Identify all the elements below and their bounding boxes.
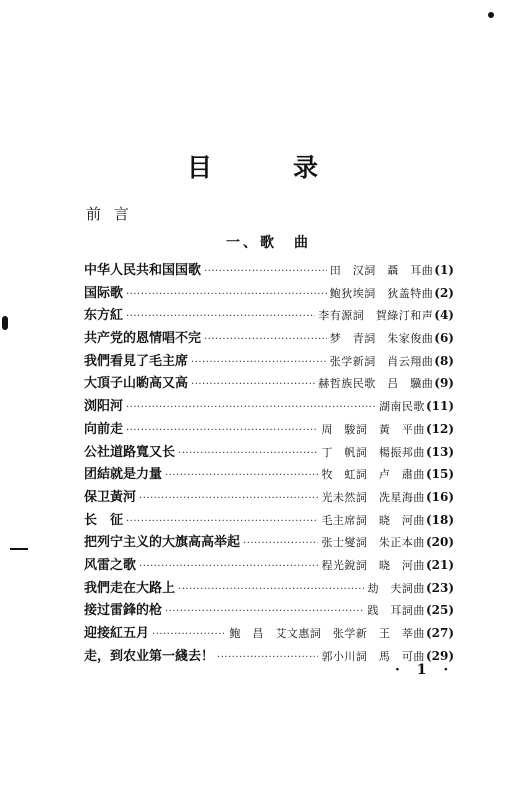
- toc-leader-dots: [126, 311, 315, 322]
- toc-entry: [84, 418, 454, 441]
- toc-entry-page: (11): [425, 399, 454, 414]
- toc-entry-credit: 践 耳詞曲: [367, 604, 425, 618]
- toc-entry-page: (27): [425, 626, 454, 640]
- toc-entry-title: 大頂子山喲高又高: [84, 376, 189, 392]
- toc-entry-credit: 毛主席詞 晓 河曲: [321, 513, 425, 527]
- toc-entry: [84, 509, 454, 532]
- toc-entry-credit: 鲍 昌 艾文惠詞 张学新 王 莘曲: [229, 627, 425, 640]
- toc-entry-title: 迎接紅五月: [84, 626, 150, 641]
- toc-entry-page: (9): [434, 376, 454, 391]
- toc-entry: [84, 350, 454, 373]
- scan-mark: [2, 316, 8, 330]
- toc-entry-page: (2): [434, 285, 454, 300]
- toc-entry: [84, 395, 454, 418]
- toc-entry-page: (1): [434, 263, 454, 277]
- toc-leader-dots: [126, 402, 376, 413]
- toc-entry-credit: 赫哲族民歌 吕 驥曲: [318, 377, 434, 391]
- toc-entry-page: (15): [425, 467, 454, 482]
- toc-leader-dots: [243, 538, 318, 549]
- toc-leader-dots: [191, 379, 315, 390]
- scan-mark: [488, 12, 494, 18]
- toc-leader-dots: [191, 357, 327, 368]
- toc-leader-dots: [126, 516, 318, 527]
- toc-entry-page: (20): [425, 535, 454, 550]
- toc-entry-title: 走，到农业第一綫去！: [84, 648, 215, 664]
- toc-leader-dots: [217, 652, 318, 663]
- toc-entry-title: 浏阳河: [84, 399, 124, 415]
- toc-leader-dots: [126, 425, 318, 436]
- toc-leader-dots: [178, 584, 364, 595]
- toc-entry: [84, 554, 454, 577]
- toc-entry-credit: 张士燮詞 朱正本曲: [321, 536, 425, 550]
- toc-leader-dots: [139, 561, 318, 572]
- toc-entry-page: (23): [425, 580, 454, 595]
- toc-entry-page: (16): [425, 489, 454, 504]
- toc-entry-title: 国际歌: [84, 285, 124, 301]
- scan-mark: [10, 548, 28, 550]
- toc-entry: [84, 282, 454, 305]
- toc-entry-credit: 牧 虹詞 卢 肅曲: [321, 468, 425, 482]
- page-number: · 1 ·: [395, 662, 455, 678]
- toc-entry: [84, 441, 454, 464]
- toc-leader-dots: [152, 629, 226, 640]
- toc-entry-page: (12): [425, 421, 454, 436]
- toc-list: [84, 259, 454, 667]
- toc-entry: [84, 531, 454, 554]
- toc-entry: [84, 622, 454, 645]
- toc-entry-title: 我們走在大路上: [84, 580, 176, 596]
- page-title: 目 录: [186, 153, 346, 182]
- toc-entry-title: 长 征: [84, 512, 124, 528]
- toc-entry-title: 把列宁主义的大旗高高举起: [84, 535, 241, 551]
- toc-entry-credit: 郭小川詞 馬 可曲: [321, 649, 425, 663]
- toc-entry-page: (4): [434, 308, 454, 323]
- toc-entry-credit: 李有源詞 賀綠汀和声: [318, 309, 434, 323]
- toc-entry-credit: 程光銳詞 晓 河曲: [321, 558, 425, 572]
- section-heading: 一、歌 曲: [226, 235, 311, 251]
- toc-entry-page: (6): [434, 331, 454, 346]
- toc-leader-dots: [139, 493, 318, 504]
- toc-entry-page: (21): [425, 557, 454, 572]
- toc-entry: [84, 259, 454, 282]
- toc-entry-credit: 周 駿詞 黃 平曲: [321, 422, 425, 436]
- toc-entry-credit: 鲍狄埃詞 狄盖特曲: [329, 286, 434, 300]
- toc-entry-title: 向前走: [84, 421, 124, 437]
- toc-entry-title: 我們看見了毛主席: [84, 353, 189, 369]
- toc-entry-credit: 劫 夫詞曲: [367, 581, 425, 595]
- toc-entry-title: 东方紅: [84, 308, 124, 324]
- toc-entry: [84, 304, 454, 327]
- toc-entry-title: 风雷之歌: [84, 557, 137, 573]
- toc-entry-page: (29): [425, 648, 454, 663]
- toc-entry-title: 中华人民共和国国歌: [84, 263, 202, 278]
- toc-entry: [84, 372, 454, 395]
- toc-entry-credit: 田 汉詞 聶 耳曲: [329, 264, 434, 277]
- toc-entry-credit: 梦 青詞 朱家俊曲: [329, 332, 434, 346]
- toc-leader-dots: [126, 289, 327, 300]
- toc-leader-dots: [204, 334, 327, 345]
- toc-entry-title: 接过雷鋒的枪: [84, 603, 163, 619]
- toc-entry-title: 公社道路寬又长: [84, 444, 176, 460]
- toc-entry-title: 保卫黃河: [84, 489, 137, 505]
- toc-entry-page: (18): [425, 512, 454, 527]
- toc-entry-credit: 丁 帆詞 楊振邦曲: [321, 445, 425, 459]
- toc-entry: [84, 599, 454, 622]
- toc-entry-credit: 湖南民歌: [378, 400, 425, 414]
- toc-entry-title: 共产党的恩情唱不完: [84, 331, 202, 347]
- toc-entry: [84, 486, 454, 509]
- toc-leader-dots: [165, 470, 318, 481]
- toc-entry-page: (25): [425, 603, 454, 618]
- toc-leader-dots: [165, 606, 364, 617]
- toc-entry-page: (8): [434, 353, 454, 368]
- toc-entry: [84, 327, 454, 350]
- toc-entry-title: 团結就是力量: [84, 467, 163, 483]
- toc-entry-credit: 光未然詞 冼星海曲: [321, 490, 425, 504]
- toc-leader-dots: [178, 448, 318, 459]
- toc-entry-page: (13): [425, 444, 454, 459]
- toc-entry-credit: 张学新詞 肖云翔曲: [329, 354, 434, 368]
- toc-entry: [84, 463, 454, 486]
- toc-leader-dots: [204, 266, 327, 277]
- preface-link: 前 言: [86, 205, 133, 223]
- toc-entry: [84, 577, 454, 600]
